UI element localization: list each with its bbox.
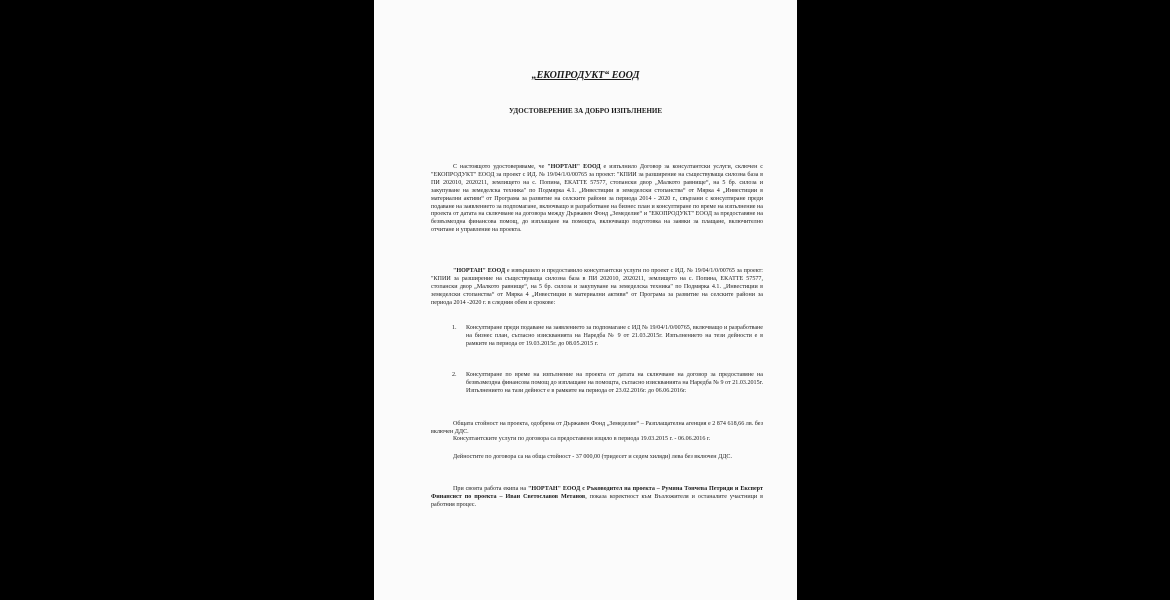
p7-text-b: , показа коректност към Възложителя и останалите участници в работния процес. — [431, 493, 763, 508]
list-text: Консултиране преди подаване на заявлението за подпомагане с ИД № 19/04/1/0/00765, включващо и разработване на бизнес план, съгласно изискванията на Наредба № 9 от 21.03.2015г. Изпълнението на тези дейности е в рамките на периода от 19.03.2015г. до 08.05.2015 г. — [466, 325, 763, 347]
list-number: 2. — [452, 372, 457, 378]
p2-text: е извършило и предоставило консултантски услуги по проект с ИД. № 19/04/1/0/00765 за проект: "КПИИ за разширение на съществуваща силозна база в ПИ 202010, 2020211, землището на с. Попина, ЕКАТТЕ 57577, стопански двор „Малкото равнище“, на 5 бр. силоза и закупуване на земеделска техника" по Подмярка 4.1. „Инвестиции в земеделски стопанства“ от Мярка 4 „Инвестиции в материални активи“ от Програма за развитие на селските райони за периода 2014 -2020 г. в следния обем и срокове: — [431, 268, 763, 306]
paragraph-project-value: Общата стойност на проекта, одобрена от Държавен Фонд „Земеделие“ – Разплащателна агенция е 2 874 618,66 лв. без включен ДДС. — [431, 421, 763, 435]
paragraph-period: Консултантските услуги по договора са предоставени изцяло в периода 19.03.2015 г. - 06.06.2016 г. — [453, 436, 711, 442]
paragraph-services — [431, 268, 763, 308]
p1-company: "НОРТАН" ЕООД — [547, 164, 601, 170]
document-title: УДОСТОВЕРЕНИЕ ЗА ДОБРО ИЗПЪЛНЕНИЕ — [508, 107, 663, 115]
p7-team: "НОРТАН" ЕООД с Ръководител на проекта – Румяна Тончева Петриди и Експерт Финансист по проекта – Иван Светославов Метанов — [431, 486, 763, 500]
p2-company: "НОРТАН" ЕООД — [453, 268, 506, 274]
list-item — [452, 372, 763, 396]
paragraph-team — [431, 486, 763, 510]
document-page — [374, 0, 797, 600]
p7-text-a: При своята работа екипа на — [453, 486, 529, 492]
p1-text-b: е изпълнило Договор за консултантски услуги, сключен с "ЕКОПРОДУКТ" ЕООД за проект с ИД. № 19/04/1/0/00765 за проект: "КПИИ за разширение на съществуваща силозна база в ПИ 202010, 2020211, землището на с. Попина, ЕКАТТЕ 57577, стопански двор „Малкото равнище“, на 5 бр. силоза и закупуване на земеделска техника" по Подмярка 4.1. „Инвестиции в земеделски стопанства“ от Мярка 4 „Инвестиции в материални активи“ от Програма за развитие на селските райони за периода 2014 - 2020 г., свързани с консултиране преди подаване на заявлението за подпомагане, включващо и разработване на бизнес план и консултиране по време на изпълнение на проекта от датата на сключване на договора между Държавен Фонд „Земеделие“ и "ЕКОПРОДУКТ" ЕООД за предоставяне на безвъзмездна финансова помощ, до изплащане на помощта, включващо подготовка на заявки за плащане, включително отчитане и управление на проекта. — [431, 164, 763, 234]
paragraph-certification — [431, 164, 763, 235]
company-name: „ЕКОПРОДУКТ“ ЕООД — [531, 70, 640, 81]
list-text: Консултиране по време на изпълнение на проекта от датата на сключване на договор за предоставяне на безвъзмездна финансова помощ до изплащане на помощта, съгласно изискванията на Наредба № 9 от 21.03.2015г. Изпълнението на тази дейност е в рамките на периода от 23.02.2016г. до 06.06.2016г. — [466, 372, 763, 394]
list-number: 1. — [452, 325, 457, 331]
p1-text-a: С настоящото удостоверяваме, че — [453, 164, 548, 170]
paragraph-contract-value: Дейностите по договора са на обща стойност - 37 000,00 (тридесет и седем хиляди) лева без включен ДДС. — [453, 454, 732, 460]
list-item — [452, 325, 763, 349]
